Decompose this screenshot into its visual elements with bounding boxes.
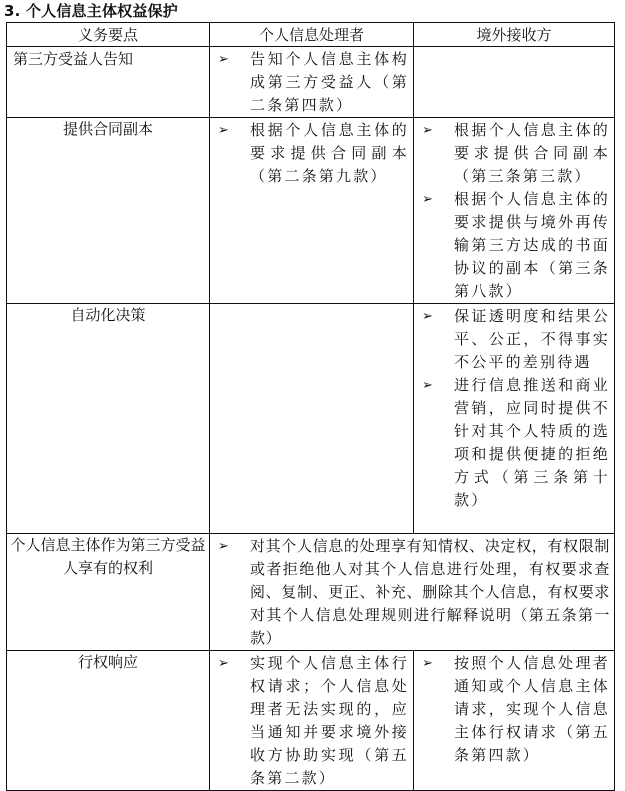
- arrow-bullet-icon: ➢: [422, 192, 433, 207]
- arrow-bullet-icon: ➢: [218, 52, 229, 67]
- arrow-bullet-icon: ➢: [218, 123, 229, 138]
- arrow-bullet-icon: ➢: [422, 378, 433, 393]
- list-item: ➢ 根据个人信息主体的要求提供与境外再传输第三方达成的书面协议的副本（第三条第八款）: [422, 190, 610, 300]
- list-item: ➢ 对其个人信息的处理享有知情权、决定权，有权限制或者拒绝他人对其个人信息进行处理，有权要求查阅、复制、更正、补充、删除其个人信息，有权要求对其个人信息处理规则进行解释说明（第五条第一款）: [218, 537, 610, 647]
- list-item: ➢ 进行信息推送和商业营销，应同时提供不针对其个人特质的选项和提供便捷的拒绝方式（第三条第十款）: [422, 376, 610, 509]
- row-label: 行权响应: [7, 651, 210, 791]
- header-recipient: 境外接收方: [414, 23, 615, 47]
- processor-cell: [210, 47, 414, 118]
- arrow-bullet-icon: ➢: [422, 309, 433, 324]
- list-item: ➢ 根据个人信息主体的要求提供合同副本（第二条第九款）: [218, 121, 409, 185]
- table-row: [7, 118, 615, 304]
- recipient-cell: [414, 118, 615, 304]
- processor-cell: [210, 118, 414, 304]
- list-item: ➢ 保证透明度和结果公平、公正，不得事实不公平的差别待遇: [422, 307, 610, 371]
- arrow-bullet-icon: ➢: [218, 656, 229, 671]
- merged-cell: [210, 534, 615, 651]
- arrow-bullet-icon: ➢: [422, 123, 433, 138]
- row-label: 个人信息主体作为第三方受益人享有的权利: [7, 534, 210, 651]
- list-item: ➢ 根据个人信息主体的要求提供合同副本（第三条第三款）: [422, 121, 610, 185]
- header-processor: 个人信息处理者: [210, 23, 414, 47]
- row-label: 第三方受益人告知: [7, 47, 210, 118]
- arrow-bullet-icon: ➢: [218, 539, 229, 554]
- list-item: ➢ 按照个人信息处理者通知或个人信息主体请求，实现个人信息主体行权请求（第五条第四款）: [422, 654, 610, 764]
- table-row: [7, 651, 615, 791]
- header-obligation: 义务要点: [7, 23, 210, 47]
- row-label: 提供合同副本: [7, 118, 210, 304]
- list-item: ➢ 告知个人信息主体构成第三方受益人（第二条第四款）: [218, 50, 409, 114]
- data-subject-rights-table: [6, 22, 615, 791]
- processor-cell: [210, 651, 414, 791]
- table-row: [7, 47, 615, 118]
- recipient-cell: [414, 304, 615, 534]
- recipient-cell: [414, 47, 615, 118]
- section-title: 3. 个人信息主体权益保护: [4, 2, 178, 20]
- arrow-bullet-icon: ➢: [422, 656, 433, 671]
- table-row: [7, 534, 615, 651]
- list-item: ➢ 实现个人信息主体行权请求；个人信息处理者无法实现的，应当通知并要求境外接收方协助实现（第五条第二款）: [218, 654, 409, 787]
- table-header-row: [7, 23, 615, 47]
- processor-cell: [210, 304, 414, 534]
- recipient-cell: [414, 651, 615, 791]
- table-row: [7, 304, 615, 534]
- row-label: 自动化决策: [7, 304, 210, 534]
